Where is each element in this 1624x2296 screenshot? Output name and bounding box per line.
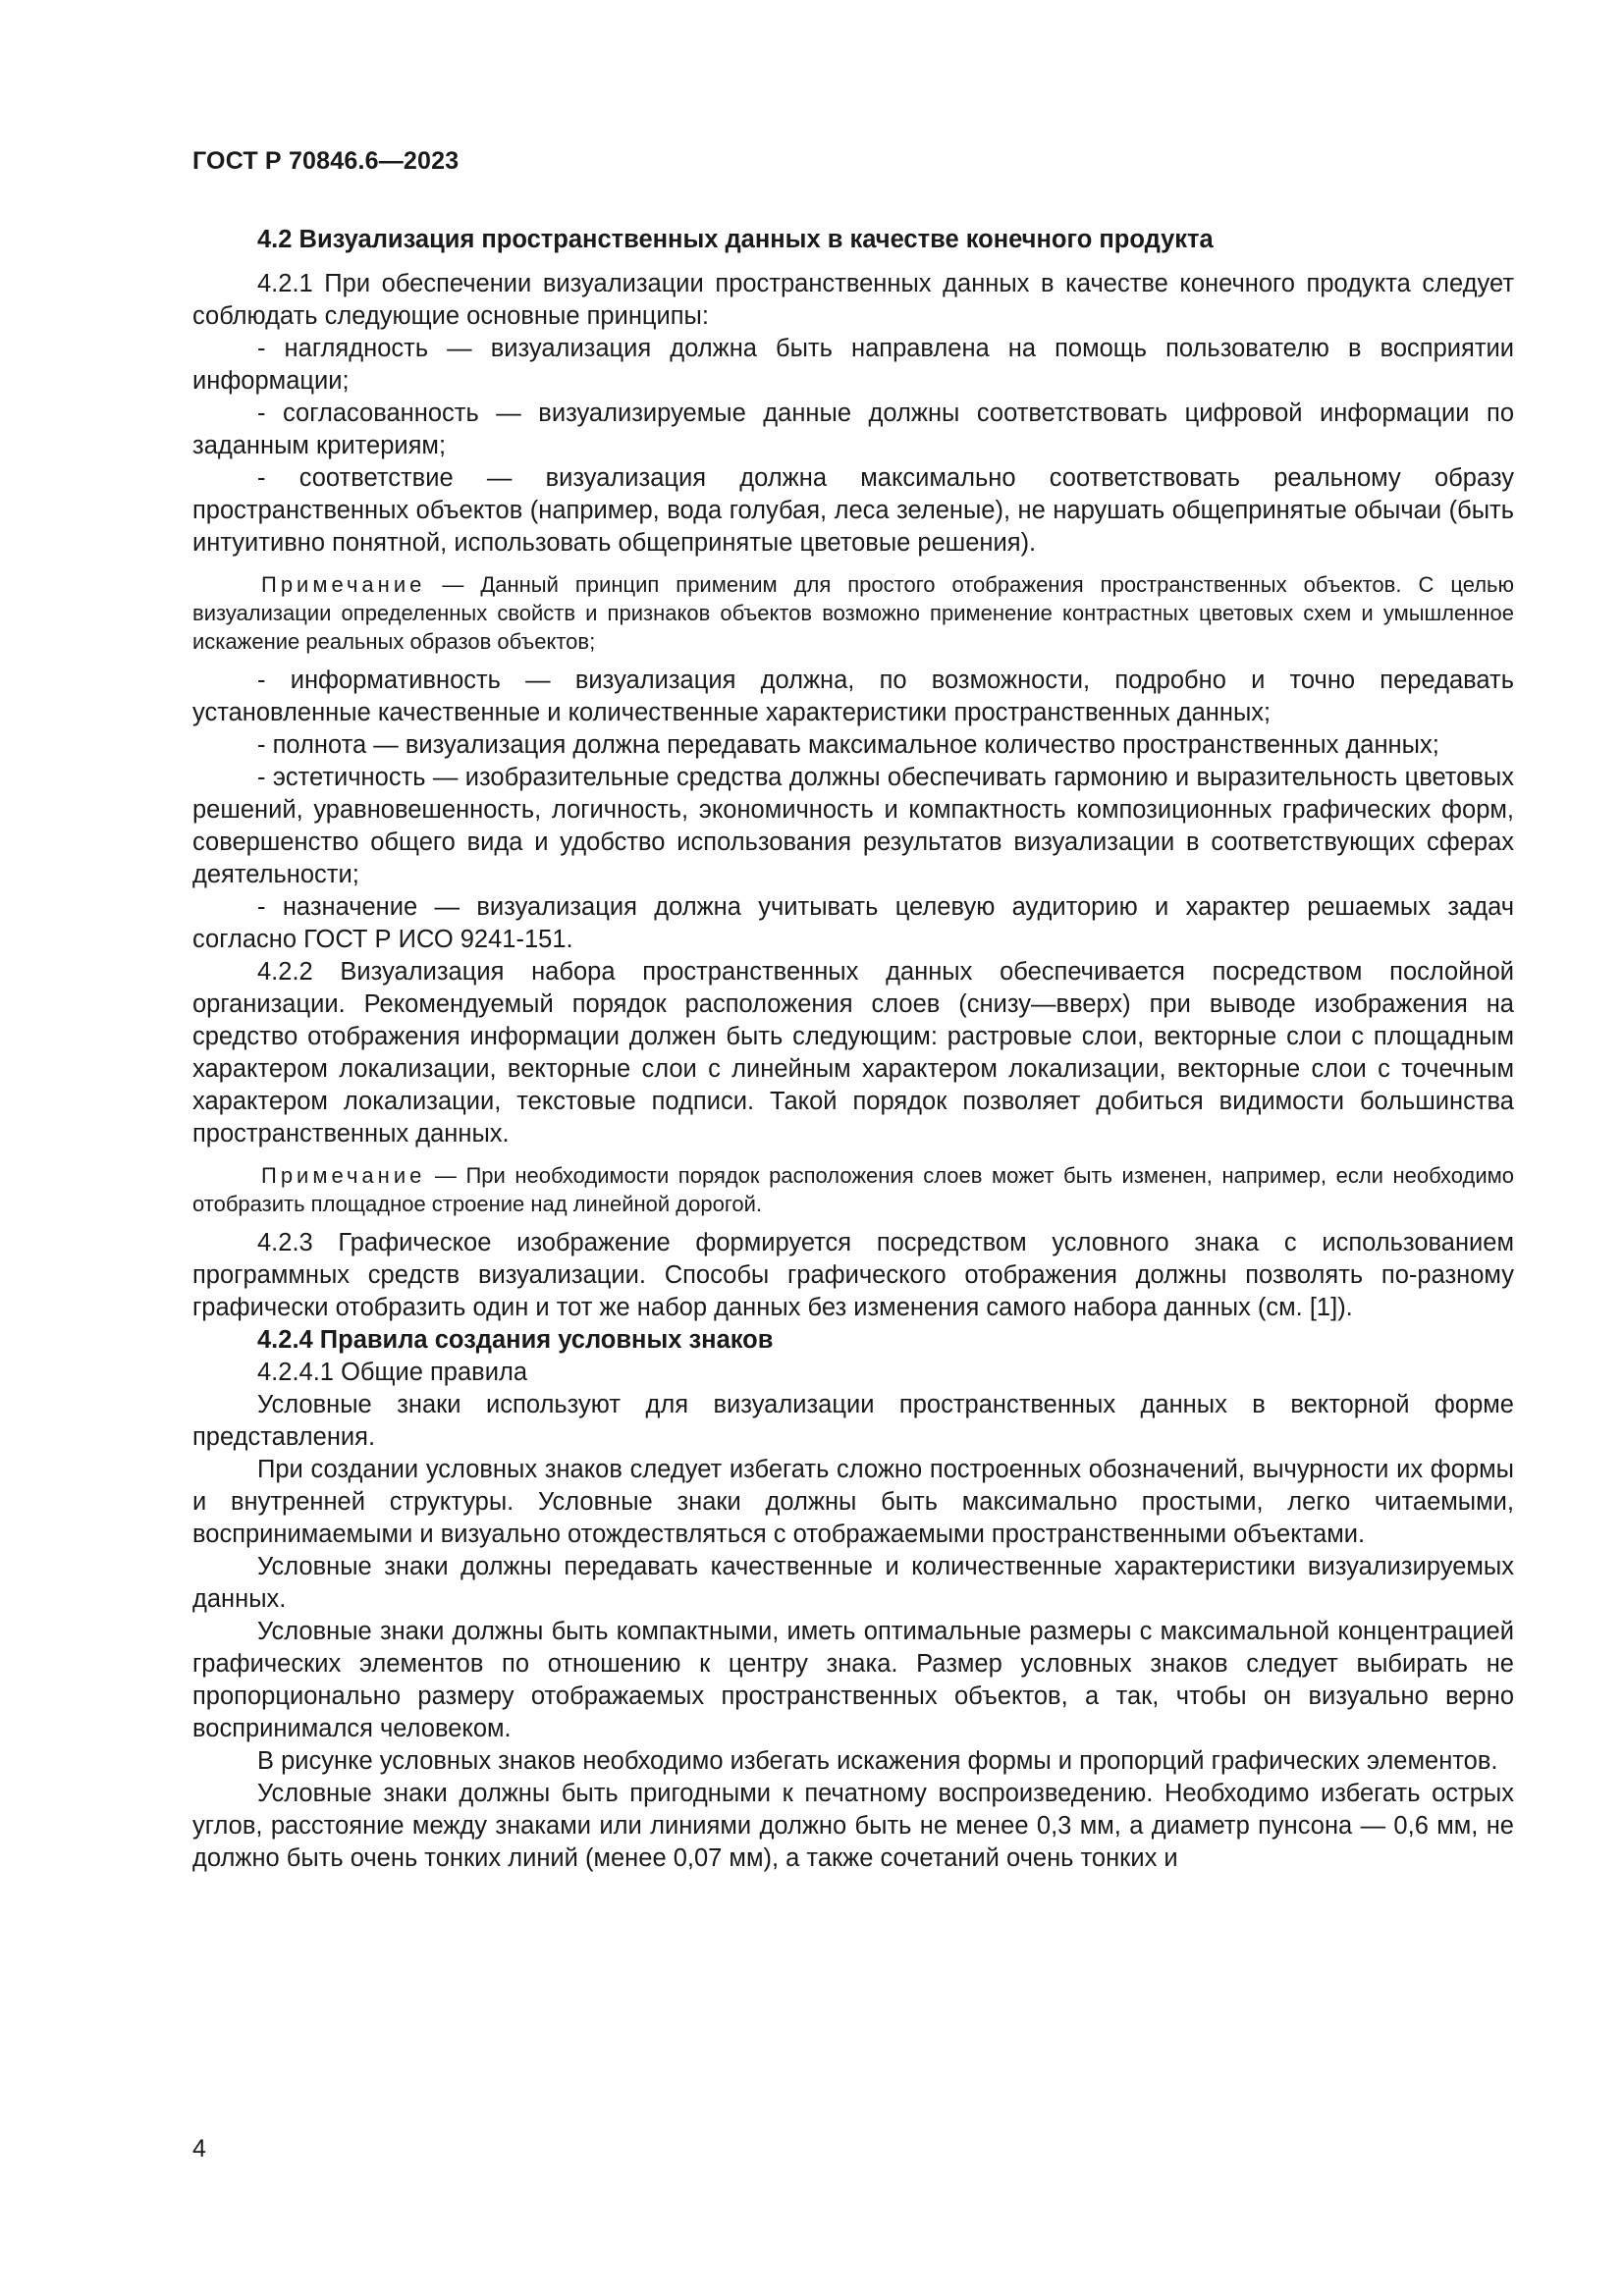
note-label: Примечание: [261, 572, 426, 597]
paragraph-compactness: Условные знаки должны быть компактными, иметь оптимальные размеры с максимальной концентрацией графических элементов по отношению к центру знака. Размер условных знаков следует выбирать не пропорционально размеру отображаемых пространственных объектов, а так, чтобы он визуально верно воспринимался человеком.: [192, 1618, 1514, 1742]
paragraph-simplicity: При создании условных знаков следует избегать сложно построенных обозначений, вычурности их формы и внутренней структуры. Условные знаки должны быть максимально простыми, легко читаемыми, воспринимаемыми и визуально отождествляться с отображаемыми пространственными объектами.: [192, 1456, 1514, 1548]
bullet-estetichnost: - эстетичность — изобразительные средства должны обеспечивать гармонию и выразительность цветовых решений, уравновешенность, логичность, экономичность и компактность композиционных графических форм, совершенство общего вида и удобство использования результатов визуализации в соответствующих сферах деятельности;: [192, 764, 1514, 888]
paragraph-4-2-3: 4.2.3 Графическое изображение формируется посредством условного знака с использованием программных средств визуализации. Способы графического отображения должны позволять по-разному графически отобразить один и тот же набор данных без изменения самого набора данных (см. [1]).: [192, 1229, 1514, 1321]
paragraph-4-2-2: 4.2.2 Визуализация набора пространственных данных обеспечивается посредством послойной организации. Рекомендуемый порядок расположения слоев (снизу—вверх) при выводе изображения на средство отображения информации должен быть следующим: растровые слои, векторные слои с площадным характером локализации, векторные слои с линейным характером локализации, векторные слои с точечным характером локализации, текстовые подписи. Такой порядок позволяет добиться видимости большинства пространственных данных.: [192, 958, 1514, 1148]
section-heading-4-2: 4.2 Визуализация пространственных данных в качестве конечного продукта: [257, 226, 1214, 253]
document-body: [192, 224, 1514, 1875]
note-label: Примечание: [261, 1163, 426, 1188]
bullet-naznachenie: - назначение — визуализация должна учитывать целевую аудиторию и характер решаемых задач согласно ГОСТ Р ИСО 9241-151.: [192, 893, 1514, 953]
document-header: ГОСТ Р 70846.6—2023: [192, 147, 460, 175]
bullet-polnota: - полнота — визуализация должна передавать максимальное количество пространственных данных;: [257, 731, 1439, 759]
paragraph-characteristics: Условные знаки должны передавать качественные и количественные характеристики визуализируемых данных.: [192, 1553, 1514, 1613]
bullet-informativnost: - информативность — визуализация должна, по возможности, подробно и точно передавать установленные качественные и количественные характеристики пространственных данных;: [192, 667, 1514, 726]
paragraph-4-2-4-1: 4.2.4.1 Общие правила: [257, 1359, 528, 1386]
paragraph-distortion: В рисунке условных знаков необходимо избегать искажения формы и пропорций графических элементов.: [257, 1747, 1498, 1775]
note-1: [192, 570, 1514, 656]
bullet-soglasovannost: - согласованность — визуализируемые данные должны соответствовать цифровой информации по заданным критериям;: [192, 400, 1514, 459]
paragraph-printing: Условные знаки должны быть пригодными к печатному воспроизведению. Необходимо избегать острых углов, расстояние между знаками или линиями должно быть не менее 0,3 мм, а диаметр пунсона — 0,6 мм, не должно быть очень тонких линий (менее 0,07 мм), а также сочетаний очень тонких и: [192, 1780, 1514, 1872]
note-2: [192, 1161, 1514, 1218]
paragraph-4-2-1: 4.2.1 При обеспечении визуализации пространственных данных в качестве конечного продукта следует соблюдать следующие основные принципы:: [192, 270, 1514, 330]
page-number: 4: [192, 2135, 206, 2163]
paragraph-usage: Условные знаки используют для визуализации пространственных данных в векторной форме представления.: [192, 1391, 1514, 1451]
note-text: — Данный принцип применим для простого отображения пространственных объектов. С целью визуализации определенных свойств и признаков объектов возможно применение контрастных цветовых схем и умышленное искажение реальных образов объектов;: [192, 572, 1514, 654]
note-text: — При необходимости порядок расположения слоев может быть изменен, например, если необходимо отобразить площадное строение над линейной дорогой.: [192, 1163, 1514, 1216]
section-heading-4-2-4: 4.2.4 Правила создания условных знаков: [257, 1326, 774, 1354]
bullet-naglyadnost: - наглядность — визуализация должна быть направлена на помощь пользователю в восприятии информации;: [192, 335, 1514, 395]
bullet-sootvetstvie: - соответствие — визуализация должна максимально соответствовать реальному образу пространственных объектов (например, вода голубая, леса зеленые), не нарушать общепринятые обычаи (быть интуитивно понятной, использовать общепринятые цветовые решения).: [192, 464, 1514, 557]
